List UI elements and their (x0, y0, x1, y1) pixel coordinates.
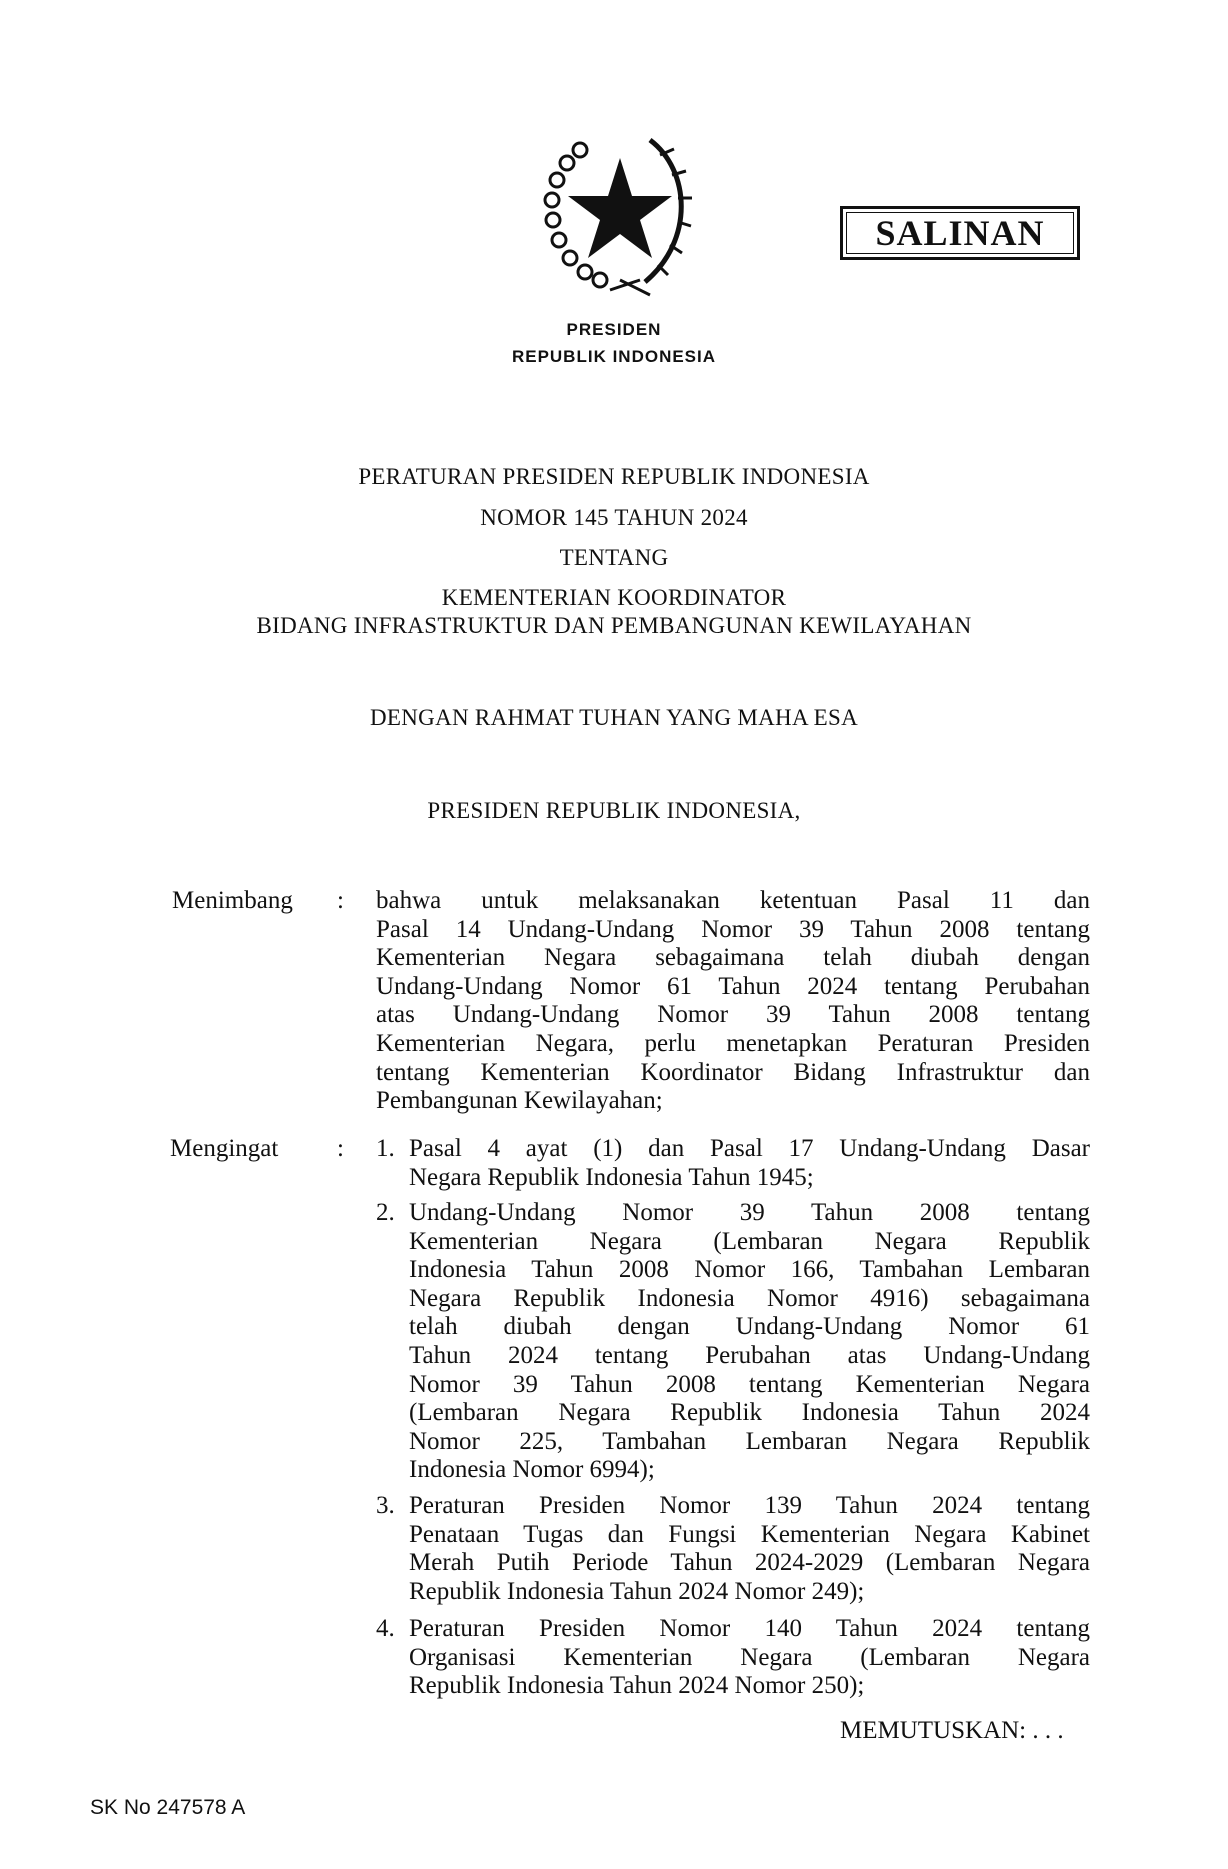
crest-label-presiden: PRESIDEN (566, 320, 662, 339)
text-line: Negara Republik Indonesia Nomor 4916) sebagaimana (409, 1284, 1090, 1312)
menimbang-label: Menimbang (172, 887, 293, 914)
text-line: atas Undang-Undang Nomor 39 Tahun 2008 tentang (376, 1001, 1090, 1029)
list-item (409, 1492, 1090, 1606)
presidential-emblem-icon (540, 130, 700, 300)
list-item-number: 2. (376, 1199, 395, 1226)
text-line: Pasal 4 ayat (1) dan Pasal 17 Undang-Undang Dasar (409, 1135, 1090, 1162)
text-line: Kementerian Negara, perlu menetapkan Peraturan Presiden (376, 1029, 1090, 1057)
text-line: Kementerian Negara (Lembaran Negara Republik (409, 1227, 1090, 1255)
text-line: Indonesia Nomor 6994); (409, 1456, 655, 1484)
text-line: Organisasi Kementerian Negara (Lembaran Negara (409, 1643, 1090, 1671)
salinan-stamp: SALINAN (840, 206, 1080, 260)
title-subject-2: BIDANG INFRASTRUKTUR DAN PEMBANGUNAN KEWILAYAHAN (256, 613, 972, 638)
text-line: Merah Putih Periode Tahun 2024-2029 (Lembaran Negara (409, 1549, 1090, 1577)
mengingat-label: Mengingat (170, 1135, 279, 1162)
list-item-number: 3. (376, 1492, 395, 1519)
list-item (409, 1135, 1090, 1192)
text-line: Pasal 14 Undang-Undang Nomor 39 Tahun 2008 tentang (376, 915, 1090, 943)
list-item-number: 4. (376, 1615, 395, 1642)
text-line: Peraturan Presiden Nomor 139 Tahun 2024 tentang (409, 1492, 1090, 1519)
text-line: Indonesia Tahun 2008 Nomor 166, Tambahan Lembaran (409, 1256, 1090, 1284)
text-line: Tahun 2024 tentang Perubahan atas Undang-Undang (409, 1341, 1090, 1369)
text-line: Nomor 225, Tambahan Lembaran Negara Republik (409, 1427, 1090, 1455)
text-line: Republik Indonesia Tahun 2024 Nomor 249); (409, 1577, 865, 1605)
crest-label-republik: REPUBLIK INDONESIA (511, 347, 717, 366)
text-line: Negara Republik Indonesia Tahun 1945; (409, 1163, 814, 1191)
text-line: telah diubah dengan Undang-Undang Nomor 61 (409, 1313, 1090, 1341)
mengingat-colon: : (337, 1135, 344, 1162)
text-line: bahwa untuk melaksanakan ketentuan Pasal 11 dan (376, 887, 1090, 914)
next-page-marker: MEMUTUSKAN: . . . (840, 1717, 1064, 1744)
list-item (409, 1199, 1090, 1485)
text-line: Undang-Undang Nomor 61 Tahun 2024 tentang Perubahan (376, 972, 1090, 1000)
presiden-line: PRESIDEN REPUBLIK INDONESIA, (427, 798, 801, 823)
title-regulation: PERATURAN PRESIDEN REPUBLIK INDONESIA (358, 464, 870, 489)
text-line: Penataan Tugas dan Fungsi Kementerian Negara Kabinet (409, 1520, 1090, 1548)
title-tentang: TENTANG (559, 545, 669, 570)
sk-number: SK No 247578 A (90, 1796, 246, 1819)
menimbang-colon: : (337, 887, 344, 914)
title-number: NOMOR 145 TAHUN 2024 (480, 505, 748, 530)
rahmat-line: DENGAN RAHMAT TUHAN YANG MAHA ESA (369, 705, 859, 730)
text-line: (Lembaran Negara Republik Indonesia Tahun 2024 (409, 1399, 1090, 1427)
text-line: Peraturan Presiden Nomor 140 Tahun 2024 tentang (409, 1615, 1090, 1642)
text-line: Pembangunan Kewilayahan; (376, 1087, 663, 1115)
text-line: Undang-Undang Nomor 39 Tahun 2008 tentang (409, 1199, 1090, 1226)
list-item-number: 1. (376, 1135, 395, 1162)
title-subject-1: KEMENTERIAN KOORDINATOR (441, 585, 787, 610)
text-line: Nomor 39 Tahun 2008 tentang Kementerian Negara (409, 1370, 1090, 1398)
text-line: Republik Indonesia Tahun 2024 Nomor 250); (409, 1672, 865, 1700)
text-line: tentang Kementerian Koordinator Bidang Infrastruktur dan (376, 1058, 1090, 1086)
list-item (409, 1615, 1090, 1701)
text-line: Kementerian Negara sebagaimana telah diubah dengan (376, 944, 1090, 972)
menimbang-text (376, 887, 1090, 1116)
